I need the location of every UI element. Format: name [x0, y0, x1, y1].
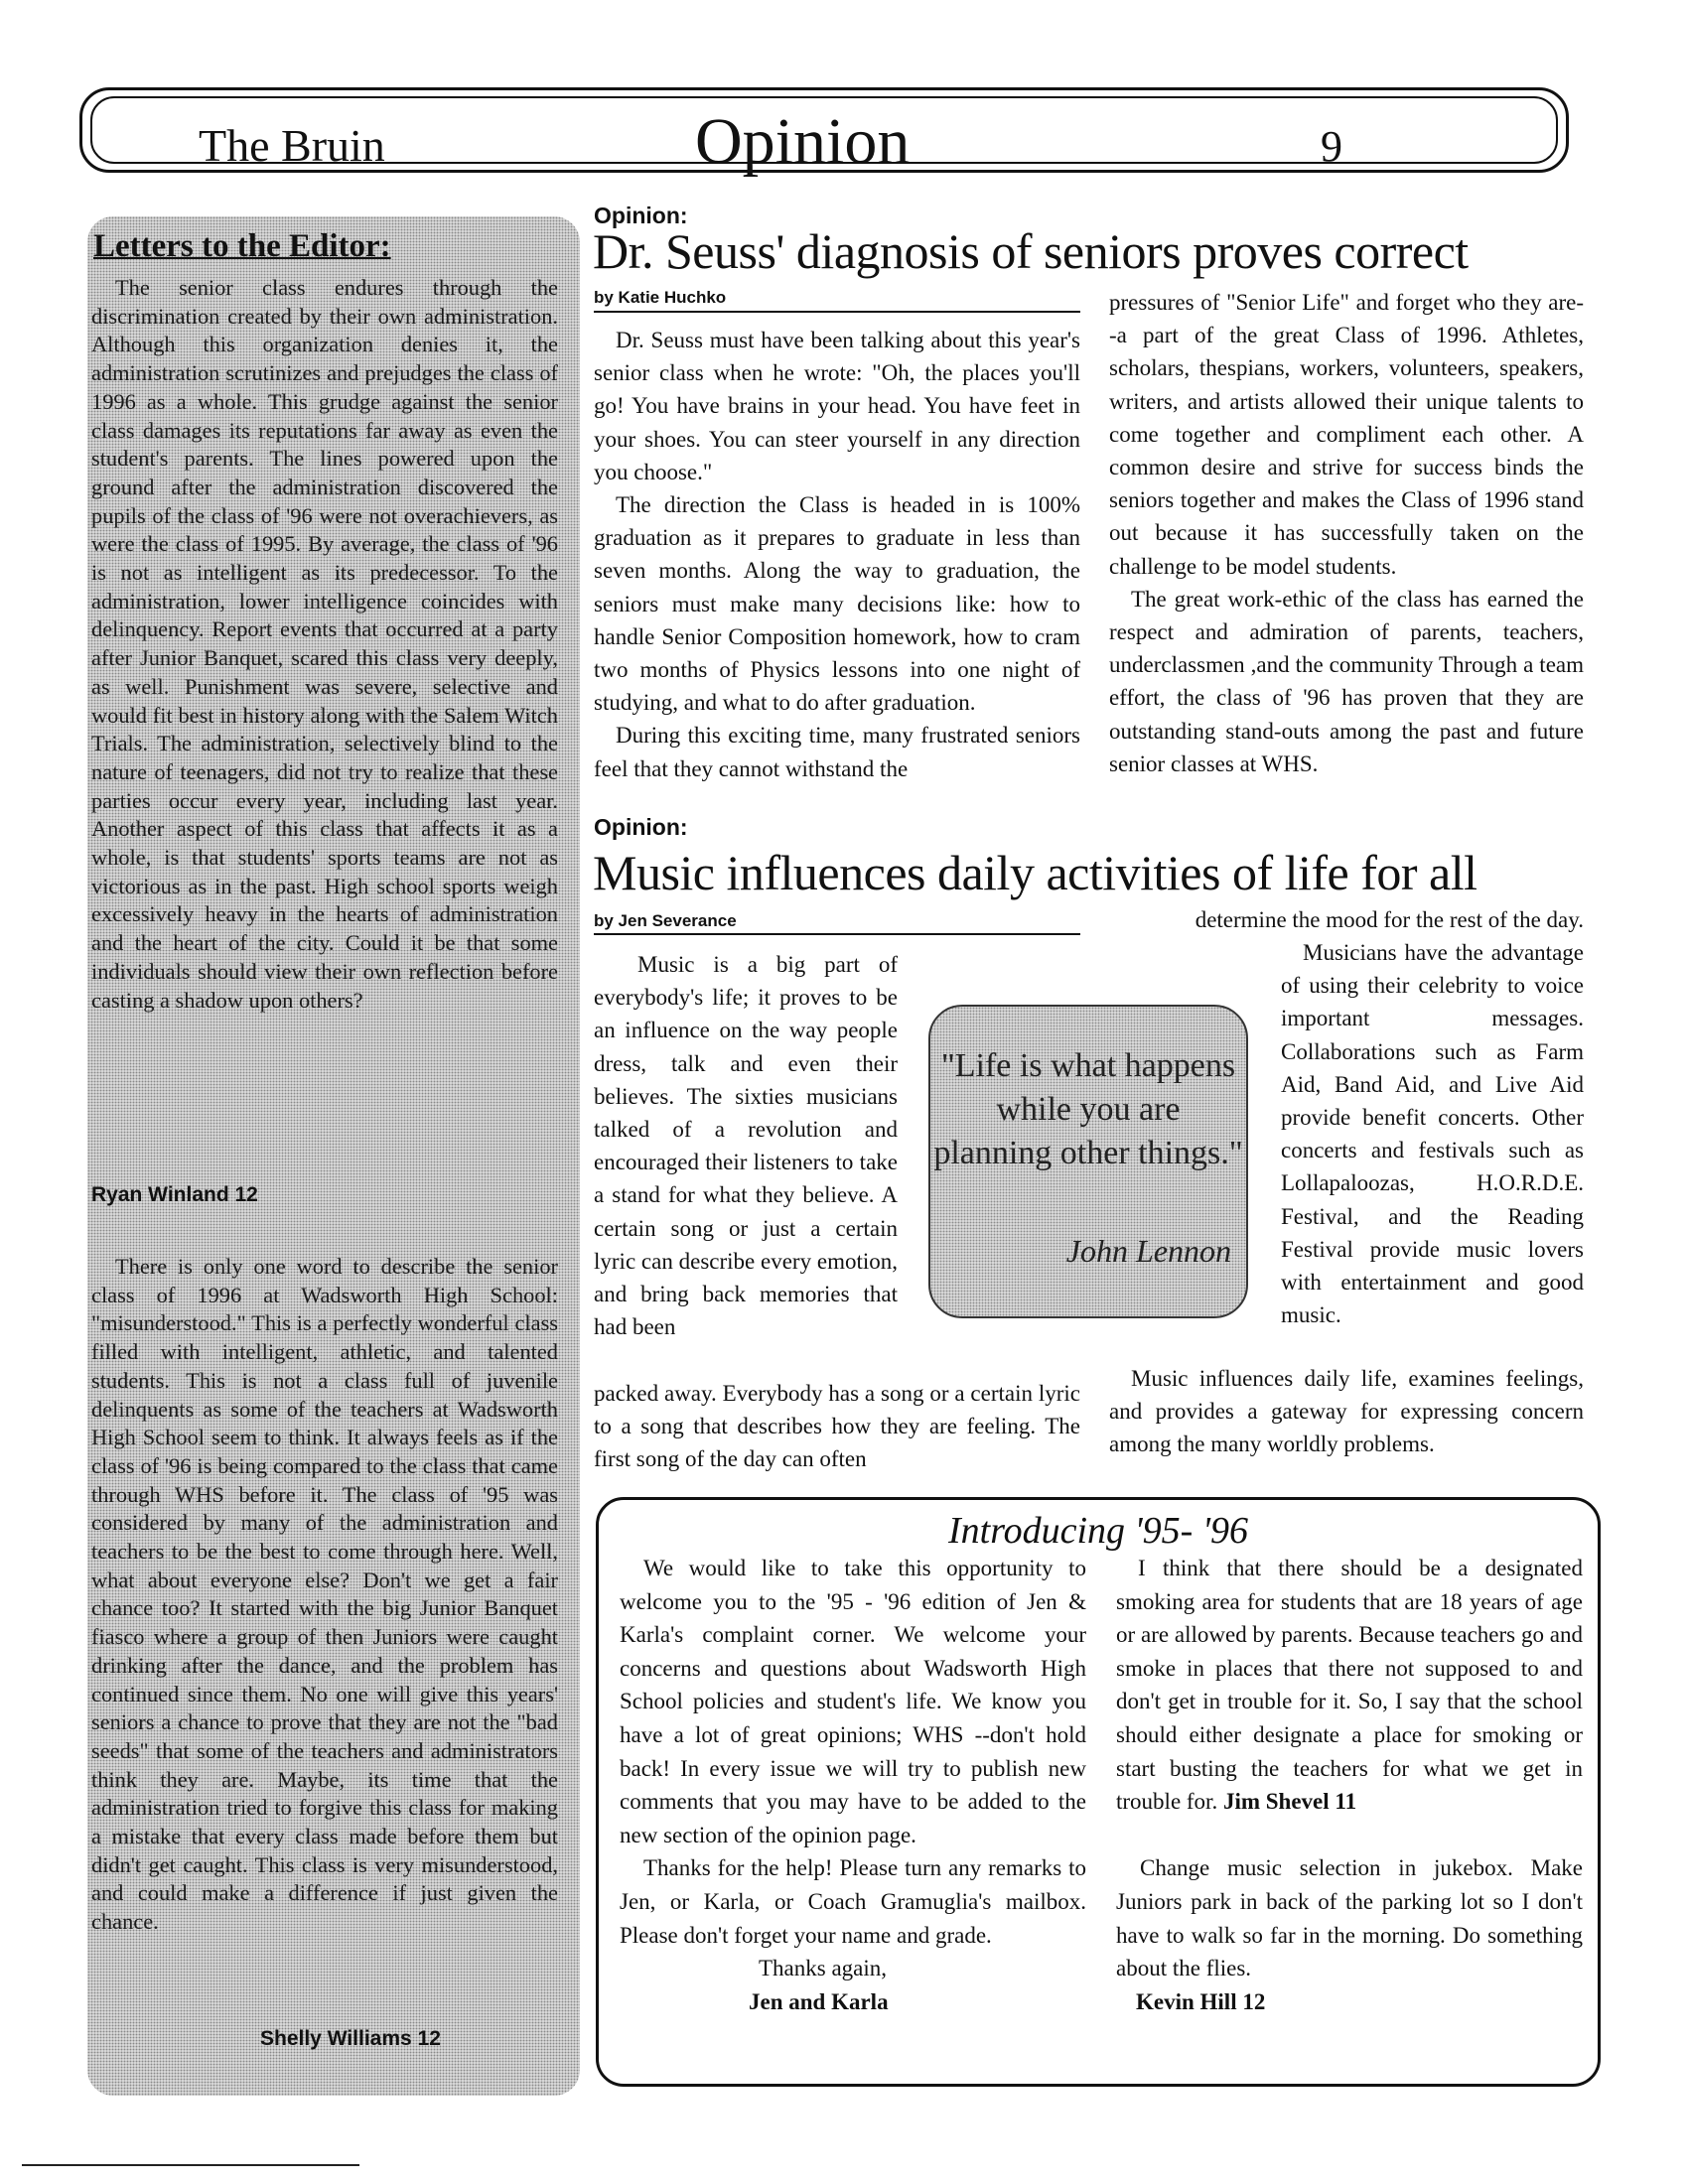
letter-1-text: The senior class endures through the discrimination created by their own administration. Although this organization denies it, the administration scrutinizes and prejudges the class of 1996 as a whole. This grudge against the senior class damages its reputations far away as even the student's parents. The lines powered upon the ground after the administration discovered the pupils of the class of '96 were not overachievers, as were the class of 1995. By average, the class of '96 is not as intelligent as its predecessor. To the administration, lower intelligence coincides with delinquency. Report events that occurred at a party after Junior Banquet, scared this class very deeply, as well. Punishment was severe, selective and would fit best in history along with the Salem Witch Trials. The administration, selectively blind to the nature of teenagers, did not try to realize that these parties occur every year, including last year. Another aspect of this class that affects it as a whole, is that students' sports teams are not as victorious as in the past. High school sports weigh excessively heavy in the hearts of administration and the heart of the city. Could it be that some individuals should view their own reflection before casting a shadow upon others?	[91, 275, 558, 1013]
article-1-paragraph: During this exciting time, many frustrated seniors feel that they cannot withstand the	[594, 723, 1080, 781]
article-2-paragraph: Music is a big part of everybody's life; it proves to be an influence on the way people dress, talk and even their believes. The sixties musicians talked of a revolution and encouraged their listeners to take a stand for what they believe. A certain song or just a certain lyric can describe every emotion, and bring back memories that had been	[594, 952, 898, 1340]
introducing-column-2	[1116, 1552, 1583, 2018]
pull-quote-text: "Life is what happens while you are planning other things."	[933, 1047, 1243, 1171]
article-2-paragraph: Musicians have the advantage of using their celebrity to voice important messages. Collaborations such as Farm Aid, Band Aid, and Live Aid provide benefit concerts. Other concerts and festivals such as Lollapaloozas, H.O.R.D.E. Festival, and the Reading Festival provide music lovers with entertainment and good music.	[1281, 940, 1584, 1328]
article-2-byline: by Jen Severance	[594, 911, 737, 930]
introducing-title: Introducing '95- '96	[948, 1510, 1248, 1552]
article-1-column-1	[594, 324, 1080, 785]
article-1-headline: Dr. Seuss' diagnosis of seniors proves correct	[593, 223, 1469, 279]
introducing-column-1	[620, 1552, 1086, 2018]
letters-heading: Letters to the Editor:	[93, 228, 391, 264]
article-2-headline: Music influences daily activities of life for all	[593, 845, 1477, 900]
article-1-byline: by Katie Huchko	[594, 288, 727, 307]
intro-comment-1-text: I think that there should be a designated smoking area for students that are 18 years of age or are allowed by parents. Because teachers go and smoke in places that there not supposed to and don't get in trouble for it. So, I say that the school should either designate a place for smoking or start busting the teachers for what we get in trouble for.	[1116, 1556, 1583, 1815]
article-1-paragraph: The great work-ethic of the class has earned the respect and admiration of parents, teachers, underclassmen ,and the community Through a team effort, the class of '96 has proven that they are outstanding stand-outs among the past and future senior classes at WHS.	[1109, 586, 1584, 776]
section-title: Opinion	[695, 105, 911, 178]
article-2-column-2-top: determine the mood for the rest of the day.	[1195, 907, 1584, 932]
article-1-paragraph: pressures of "Senior Life" and forget who they are--a part of the great Class of 1996. Athletes, scholars, thespians, workers, volunteers, speakers, writers, and artists allowed their unique talents to come together and compliment each other. A common desire and strive for success binds the seniors together and makes the Class of 1996 stand out because it has successfully taken on the challenge to be model students.	[1109, 290, 1584, 579]
intro-paragraph: Thanks for the help! Please turn any remarks to Jen, or Karla, or Coach Gramuglia's mailbox. Please don't forget your name and grade.	[620, 1855, 1086, 1948]
article-1-paragraph: The direction the Class is headed in is 100% graduation as it prepares to graduate in less than seven months. Along the way to graduation, the seniors must make many decisions like: how to handle Senior Composition homework, how to cram two months of Physics lessons into one night of studying, and what to do after graduation.	[594, 492, 1080, 716]
intro-thanks: Thanks again,	[759, 1956, 888, 1981]
article-2-kicker: Opinion:	[594, 814, 688, 840]
article-2-column-2-bottom	[1109, 1362, 1584, 1461]
article-2-column-1	[594, 948, 898, 1343]
intro-comment-2-signature: Kevin Hill 12	[1136, 1988, 1266, 2014]
intro-comment-1	[1116, 1552, 1583, 1819]
intro-comment-2-text: Change music selection in jukebox. Make Juniors park in back of the parking lot so I don't have to walk so far in the morning. Do something about the flies.	[1116, 1855, 1583, 1981]
article-1-kicker: Opinion:	[594, 203, 688, 228]
pull-quote-author: John Lennon	[1065, 1233, 1231, 1269]
letter-1-signature: Ryan Winland 12	[91, 1183, 258, 1206]
letter-2-signature: Shelly Williams 12	[260, 2027, 441, 2050]
intro-comment-1-signature: Jim Shevel 11	[1222, 1789, 1357, 1815]
article-2-rule	[594, 933, 1080, 935]
article-1-rule	[594, 311, 1080, 313]
article-2-column-1-bottom	[594, 1377, 1080, 1476]
article-2-paragraph: Music influences daily life, examines feelings, and provides a gateway for expressing concern among the many worldly problems.	[1109, 1366, 1584, 1457]
intro-signoff: Jen and Karla	[749, 1988, 889, 2014]
letter-1	[91, 274, 558, 1015]
article-2-paragraph: packed away. Everybody has a song or a certain lyric to a song that describes how they are feeling. The first song of the day can often	[594, 1381, 1080, 1472]
page-number: 9	[1321, 122, 1342, 171]
article-1-column-2	[1109, 286, 1584, 780]
article-2-column-2	[1281, 936, 1584, 1331]
letter-2	[91, 1253, 558, 1937]
article-1-paragraph: Dr. Seuss must have been talking about this year's senior class when he wrote: "Oh, the places you'll go! You have brains in your head. You have feet in your shoes. You can steer yourself in any direction you choose."	[594, 328, 1080, 484]
footer-rule	[22, 2164, 359, 2166]
letter-2-text: There is only one word to describe the senior class of 1996 at Wadsworth High School: "misunderstood." This is a perfectly wonderful class filled with intelligent, athletic, and talented students. This is not a class full of juvenile delinquents as some of the teachers at Wadsworth High School seem to think. It always feels as if the class of '96 is being compared to the class that came through WHS before it. The class of '95 was considered by many of the administration and teachers to be the best to come through here. Well, what about everyone else? Don't we get a fair chance too? It started with the big Junior Banquet fiasco where a group of then Juniors were caught drinking after the dance, and the problem has continued since them. No one will give this years' seniors a chance to prove that they are not the "bad seeds" that some of the teachers and administrators think they are. Maybe, its time that the administration tried to forgive this class for making a mistake that every class made before them but didn't get caught. This class is very misunderstood, and could make a difference if just given the chance.	[91, 1254, 558, 1935]
paper-name: The Bruin	[199, 120, 385, 171]
intro-paragraph: We would like to take this opportunity to welcome you to the '95 - '96 edition of Jen & Karla's complaint corner. We welcome your concerns and questions about Wadsworth High School policies and student's life. We know you have a lot of great opinions; WHS --don't hold back! In every issue we will try to publish new comments that you may have to be added to the new section of the opinion page.	[620, 1556, 1086, 1847]
